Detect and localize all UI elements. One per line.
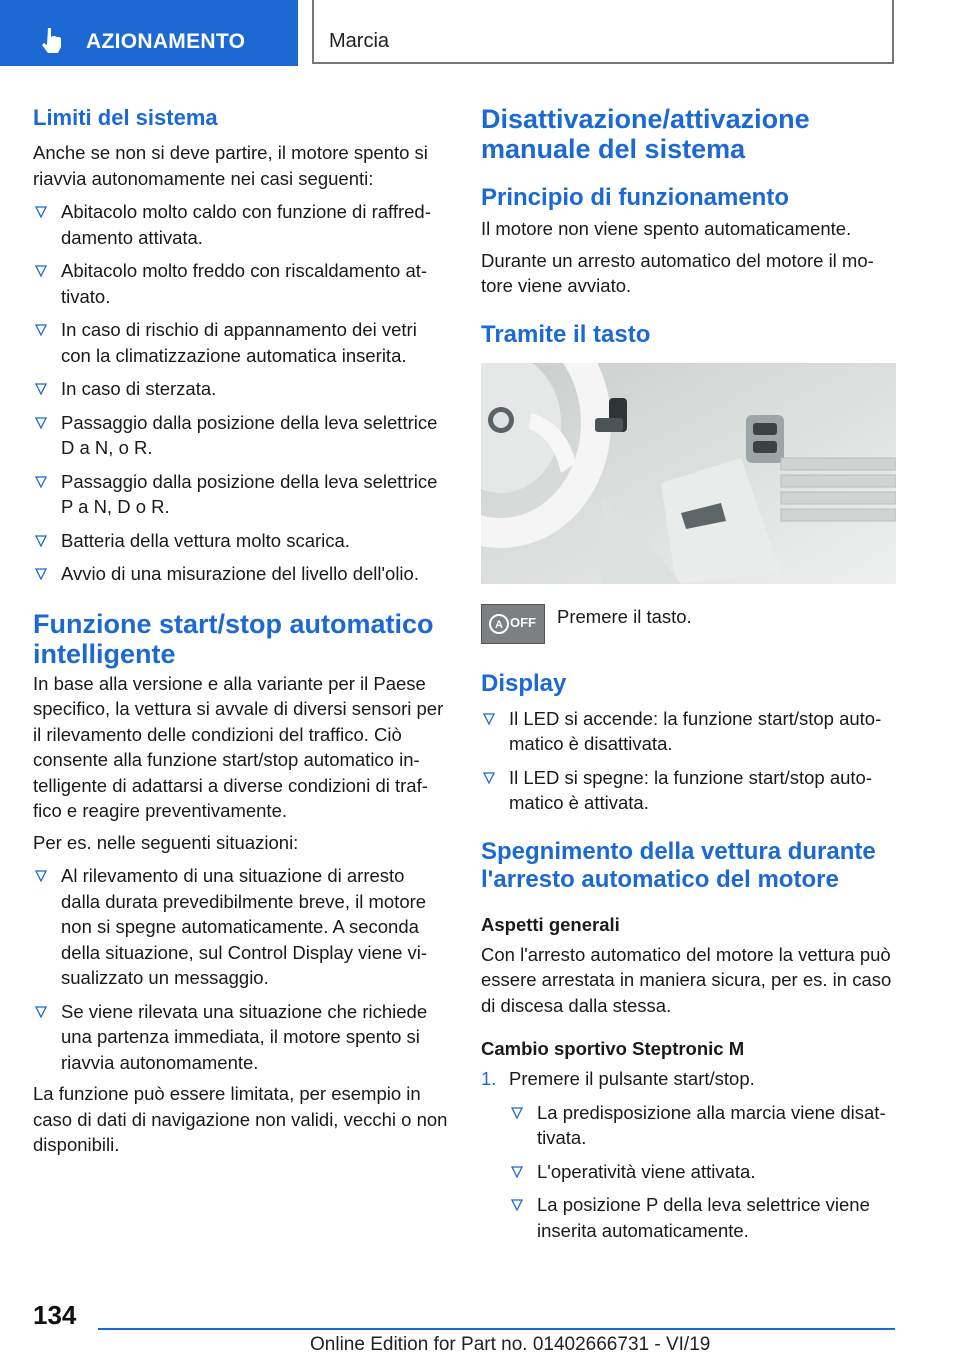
- triangle-bullet-icon: [35, 383, 47, 395]
- principio-heading: Principio di funzionamento: [481, 184, 789, 211]
- funzione-lead: Per es. nelle seguenti situazioni:: [33, 831, 299, 853]
- page-number: 134: [33, 1300, 77, 1330]
- funzione-list: [33, 863, 448, 1075]
- triangle-bullet-icon: [511, 1166, 523, 1178]
- edition-text: Online Edition for Part no. 01402666731 - VI/19: [310, 1334, 711, 1355]
- triangle-bullet-icon: [35, 206, 47, 218]
- limiti-intro: Anche se non si deve partire, il motore spento si riavvia autonomamente nei casi seguenti:: [33, 142, 428, 189]
- left-column: [33, 100, 448, 1158]
- steps-list: [481, 1066, 896, 1243]
- button-icon-label: OFF: [510, 614, 536, 630]
- funzione-outro: La funzione può essere limitata, per esempio in caso di dati di navigazione non validi, vecchi o non disponibili.: [33, 1083, 448, 1155]
- list-item: La predisposizione alla marcia viene disat-tivata.: [509, 1100, 896, 1151]
- list-item: Se viene rilevata una situazione che richiede una partenza immediata, il motore spento si riavvia autonomamente.: [33, 999, 448, 1076]
- triangle-bullet-icon: [511, 1199, 523, 1211]
- list-item: Abitacolo molto freddo con riscaldamento at-tivato.: [33, 258, 448, 309]
- step-text: Premere il pulsante start/stop.: [509, 1068, 755, 1089]
- list-item: L'operatività viene attivata.: [509, 1159, 896, 1185]
- cambio-heading: Cambio sportivo Steptronic M: [481, 1038, 745, 1059]
- principio-p2: Durante un arresto automatico del motore il mo-tore viene avviato.: [481, 249, 874, 296]
- triangle-bullet-icon: [483, 713, 495, 725]
- aspetti-heading: Aspetti generali: [481, 913, 620, 935]
- triangle-bullet-icon: [35, 535, 47, 547]
- display-list: [481, 706, 896, 816]
- footer-divider: [98, 1328, 895, 1330]
- list-item: Il LED si accende: la funzione start/stop auto-matico è disattivata.: [481, 706, 896, 757]
- triangle-bullet-icon: [483, 772, 495, 784]
- triangle-bullet-icon: [35, 870, 47, 882]
- triangle-bullet-icon: [511, 1107, 523, 1119]
- chapter-title: Marcia: [329, 30, 390, 52]
- list-item: Batteria della vettura molto scarica.: [33, 528, 448, 554]
- svg-text:A: A: [495, 618, 503, 631]
- funzione-heading: Funzione start/stop automatico intelligente: [33, 608, 434, 669]
- display-heading: Display: [481, 669, 567, 697]
- right-column: [481, 100, 896, 1243]
- principio-p1: Il motore non viene spento automaticamente.: [481, 218, 852, 239]
- list-item: La posizione P della leva selettrice viene inserita automaticamente.: [509, 1192, 896, 1243]
- funzione-body: In base alla versione e alla variante per il Paese specifico, la vettura si avvale di diversi sensori per il rilevamento delle condizioni del traffico. Ciò consente alla funzione start/stop automatico in-telligente di adattarsi a diverse condizioni di traf-fico e reagire preventivamente.: [33, 672, 444, 821]
- tramite-heading: Tramite il tasto: [481, 320, 651, 348]
- limiti-list: [33, 199, 448, 587]
- disattivazione-heading: Disattivazione/attivazione manuale del sistema: [481, 104, 810, 164]
- triangle-bullet-icon: [35, 1006, 47, 1018]
- list-item: In caso di sterzata.: [33, 376, 448, 402]
- step-number: 1.: [481, 1068, 497, 1089]
- triangle-bullet-icon: [35, 476, 47, 488]
- button-instruction: [481, 604, 896, 644]
- triangle-bullet-icon: [35, 568, 47, 580]
- dashboard-photo: [481, 363, 896, 584]
- spegnimento-heading: Spegnimento della vettura durante l'arresto automatico del motore: [481, 837, 876, 893]
- list-item: Il LED si spegne: la funzione start/stop auto-matico è attivata.: [481, 765, 896, 816]
- dashboard-illustration: [481, 363, 896, 584]
- list-item: Abitacolo molto caldo con funzione di raffred-damento attivata.: [33, 199, 448, 250]
- triangle-bullet-icon: [35, 417, 47, 429]
- hand-pointer-icon: [38, 26, 66, 54]
- step-item: [481, 1066, 896, 1243]
- list-item: Al rilevamento di una situazione di arresto dalla durata prevedibilmente breve, il motore non si spegne automaticamente. A seconda della situazione, sul Control Display viene vi-sualizzato un messaggio.: [33, 863, 448, 991]
- list-item: Passaggio dalla posizione della leva selettrice D a N, o R.: [33, 410, 448, 461]
- list-item: Avvio di una misurazione del livello dell'olio.: [33, 561, 448, 587]
- section-title: AZIONAMENTO: [86, 30, 246, 53]
- list-item: Passaggio dalla posizione della leva selettrice P a N, D o R.: [33, 469, 448, 520]
- list-item: In caso di rischio di appannamento dei vetri con la climatizzazione automatica inserita.: [33, 317, 448, 368]
- button-caption: Premere il tasto.: [557, 605, 692, 627]
- aspetti-body: Con l'arresto automatico del motore la vettura può essere arrestata in maniera sicura, per es. in caso di discesa dalla stessa.: [481, 943, 892, 1016]
- auto-start-stop-off-button-icon: [481, 604, 545, 644]
- triangle-bullet-icon: [35, 324, 47, 336]
- triangle-bullet-icon: [35, 265, 47, 277]
- chapter-box: [312, 0, 894, 64]
- step-sublist: [509, 1100, 896, 1244]
- section-tab: [0, 0, 298, 66]
- limiti-heading: Limiti del sistema: [33, 105, 218, 130]
